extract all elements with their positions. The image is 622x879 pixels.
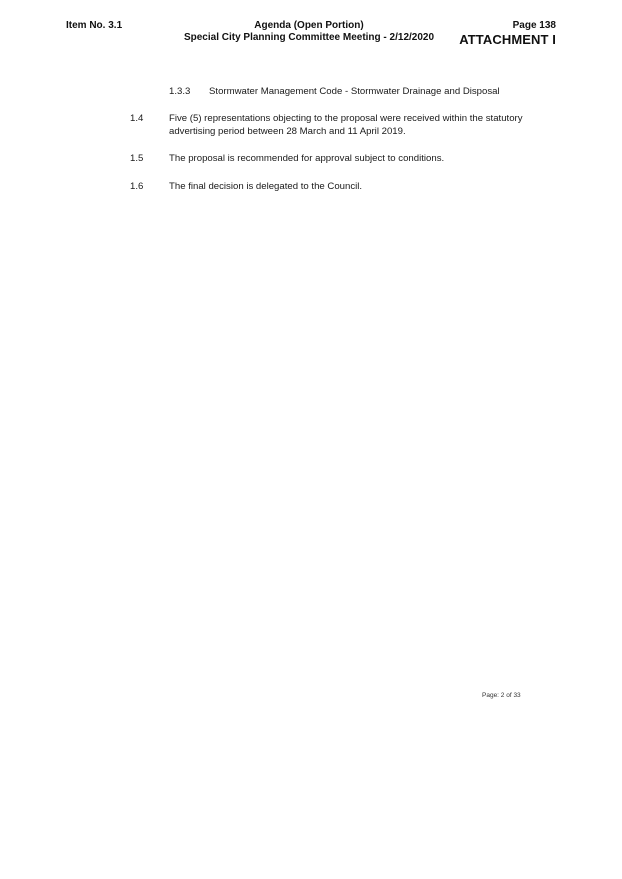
item-text-1-4-line1: Five (5) representations objecting to the proposal were received within the statutory [169, 113, 523, 124]
page-number: Page 138 [512, 20, 556, 31]
meeting-title: Special City Planning Committee Meeting - 2/12/2020 [183, 32, 435, 43]
item-text-1-4-line2: advertising period between 28 March and 11 April 2019. [169, 126, 406, 137]
sub-item-text: Stormwater Management Code - Stormwater Drainage and Disposal [209, 86, 500, 97]
attachment-label: ATTACHMENT I [459, 32, 556, 47]
item-text-1-5: The proposal is recommended for approval subject to conditions. [169, 153, 445, 164]
item-number-1-5: 1.5 [130, 153, 144, 164]
item-number: Item No. 3.1 [66, 20, 123, 31]
sub-item-number: 1.3.3 [169, 86, 191, 97]
item-number-1-4: 1.4 [130, 113, 144, 124]
page-footer: Page: 2 of 33 [482, 692, 521, 699]
item-text-1-6: The final decision is delegated to the Council. [169, 181, 363, 192]
item-number-1-6: 1.6 [130, 181, 144, 192]
agenda-title: Agenda (Open Portion) [254, 20, 364, 31]
